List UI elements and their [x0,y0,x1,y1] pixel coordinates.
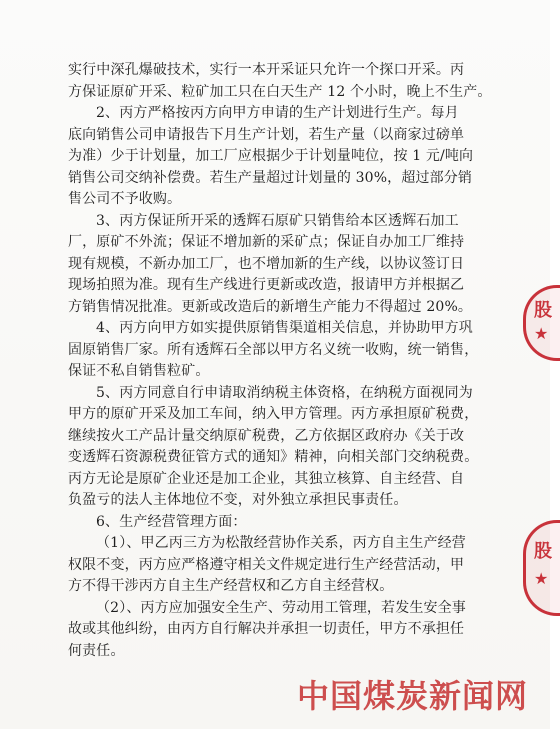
text-line: 销售公司交纳补偿费。若生产量超过计划量的 30%，超过部分销 [68,169,473,186]
site-watermark: 中国煤炭新闻网 [296,677,528,715]
red-seal-stamp-top [523,285,560,361]
document-body [68,60,498,662]
star-icon: ★ [534,569,549,588]
star-icon: ★ [534,324,549,343]
text-line: 3、丙方保证所开采的透辉石原矿只销售给本区透辉石加工 [96,212,459,229]
text-line: 售公司不予收购。 [68,191,182,207]
text-line: 实行中深孔爆破技术，实行一本开采证只允许一个探口开采。丙 [68,62,465,78]
text-line: 固原销售厂家。所有透辉石全部以甲方名义统一收购，统一销售， [68,341,479,358]
text-line: 负盈亏的法人主体地位不变，对外独立承担民事责任。 [68,492,408,508]
text-line: （2）、丙方应加强安全生产、劳动用工管理，若发生安全事 [96,599,466,616]
stamp-char: 股 [534,300,552,321]
text-line: 方保证原矿开采、粒矿加工只在白天生产 12 个小时，晚上不生产。 [68,83,492,100]
text-line: 权限不变，丙方应严格遵守相关文件规定进行生产经营活动，甲 [68,556,465,573]
text-line: 方销售情况批准。更新或改造后的新增生产能力不得超过 20%。 [68,298,473,315]
text-line: 4、丙方向甲方如实提供原销售渠道相关信息，并协助甲方巩 [96,320,473,336]
text-line: 甲方的原矿开采及加工车间，纳入甲方管理。丙方承担原矿税费， [68,406,479,422]
stamp-char: 股 [534,541,552,562]
red-seal-stamp-bottom [523,520,560,616]
text-line: 底向销售公司申请报告下月生产计划，若生产量（以商家过磅单 [68,126,465,143]
text-line: 保证不私自销售粒矿。 [68,363,210,379]
text-line: （1）、甲乙丙三方为松散经营协作关系，丙方自主生产经营 [96,535,466,551]
text-line: 6、生产经营管理方面： [96,513,247,530]
text-line: 为准）少于计划量，加工厂应根据少于计划量吨位，按 1 元/吨向 [68,148,474,164]
text-line: 继续按火工产品计量交纳原矿税费，乙方依据区政府办《关于改 [68,427,465,444]
text-line: 现场拍照为准。现有生产线进行更新或改造，报请甲方并根据乙 [68,277,465,293]
text-line: 故或其他纠纷，由丙方自行解决并承担一切责任，甲方不承担任 [68,621,465,637]
text-line: 厂，原矿不外流；保证不增加新的采矿点；保证自办加工厂维持 [68,234,465,250]
text-line: 5、丙方同意自行申请取消纳税主体资格，在纳税方面视同为 [96,384,473,401]
text-line: 变透辉石资源税费征管方式的通知》精神，向相关部门交纳税费。 [68,449,479,465]
text-line: 何责任。 [68,642,125,659]
text-line: 方不得干涉丙方自主生产经营权和乙方自主经营权。 [68,578,394,594]
text-line: 丙方无论是原矿企业还是加工企业，其独立核算、自主经营、自 [68,470,465,487]
text-line: 2、丙方严格按丙方向甲方申请的生产计划进行生产。每月 [96,105,459,121]
text-line: 现有规模，不新办加工厂，也不增加新的生产线，以协议签订日 [68,255,465,272]
